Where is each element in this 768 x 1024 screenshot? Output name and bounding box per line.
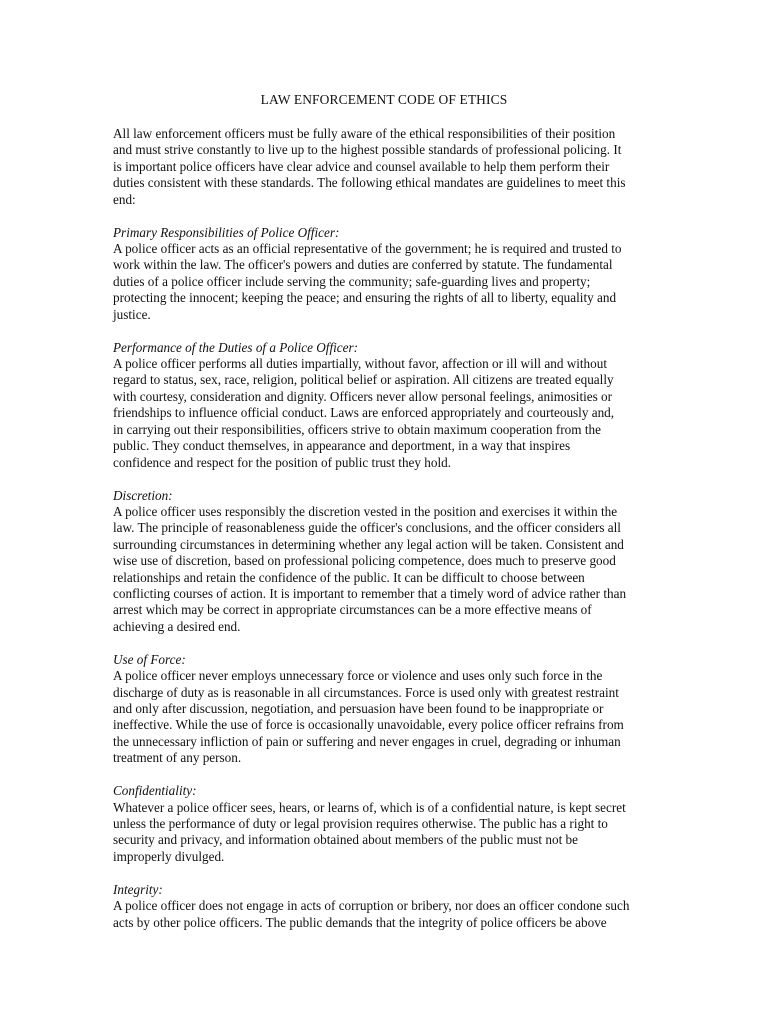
intro-line: and must strive constantly to live up to the highest possible standards of professional policing. It <box>113 142 622 158</box>
section-line: A police officer never employs unnecessary force or violence and uses only such force in the <box>113 668 603 684</box>
section-line: unless the performance of duty or legal provision requires otherwise. The public has a right to <box>113 816 608 831</box>
section-line: relationships and retain the confidence of the public. It can be difficult to choose between <box>113 569 585 585</box>
section-line: arrest which may be correct in appropriate circumstances can be a more effective means of <box>113 602 592 618</box>
intro-paragraph <box>113 126 658 208</box>
section-line: discharge of duty as is reasonable in all circumstances. Force is used only with greatest restraint <box>113 684 619 700</box>
section-line: acts by other police officers. The public demands that the integrity of police officers be above <box>113 914 607 930</box>
section-line: friendships to influence official conduct. Laws are enforced appropriately and courteously and, <box>113 405 615 421</box>
section-heading: Primary Responsibilities of Police Officer: <box>113 224 340 240</box>
intro-line: duties consistent with these standards. The following ethical mandates are guidelines to meet this <box>113 175 626 191</box>
intro-line: is important police officers have clear advice and counsel available to help them perform their <box>113 158 610 174</box>
section-line: confidence and respect for the position of public trust they hold. <box>113 454 452 470</box>
document-body <box>113 126 658 948</box>
section-confidentiality <box>113 783 658 865</box>
section-line: A police officer performs all duties impartially, without favor, affection or ill will and without <box>113 356 608 372</box>
section-line: regard to status, sex, race, religion, political belief or aspiration. All citizens are treated equally <box>113 372 614 388</box>
section-line: improperly divulged. <box>113 848 225 864</box>
section-line: ineffective. While the use of force is occasionally unavoidable, every police officer refrains from <box>113 717 624 733</box>
section-line: conflicting courses of action. It is important to remember that a timely word of advice rather than <box>113 585 627 601</box>
section-line: wise use of discretion, based on professional policing competence, does much to preserve good <box>113 553 616 569</box>
section-line: A police officer uses responsibly the discretion vested in the position and exercises it within the <box>113 503 618 519</box>
document-title: LAW ENFORCEMENT CODE OF ETHICS <box>260 92 508 107</box>
section-performance-of-duties <box>113 340 658 471</box>
section-line: A police officer acts as an official representative of the government; he is required and trusted to <box>113 241 622 257</box>
section-line: achieving a desired end. <box>113 618 241 634</box>
section-line: security and privacy, and information obtained about members of the public must not be <box>113 832 578 848</box>
section-line: justice. <box>113 306 151 322</box>
section-line: treatment of any person. <box>113 750 242 766</box>
section-heading: Performance of the Duties of a Police Officer: <box>113 339 359 355</box>
section-heading: Use of Force: <box>113 651 186 667</box>
section-heading: Confidentiality: <box>113 783 197 799</box>
section-heading: Integrity: <box>113 881 163 897</box>
section-use-of-force <box>113 652 658 767</box>
section-line: public. They conduct themselves, in appearance and deportment, in a way that inspires <box>113 438 571 454</box>
section-line: Whatever a police officer sees, hears, or learns of, which is of a confidential nature, is kept secret <box>113 799 626 815</box>
section-line: duties of a police officer include serving the community; safe-guarding lives and property; <box>113 273 591 289</box>
section-heading: Discretion: <box>113 487 173 503</box>
section-line: law. The principle of reasonableness guide the officer's conclusions, and the officer considers all <box>113 520 621 536</box>
section-integrity <box>113 882 658 931</box>
section-line: protecting the innocent; keeping the peace; and ensuring the rights of all to liberty, equality and <box>113 290 617 306</box>
section-line: in carrying out their responsibilities, officers strive to obtain maximum cooperation from the <box>113 421 601 437</box>
section-primary-responsibilities <box>113 225 658 323</box>
section-line: with courtesy, consideration and dignity. Officers never allow personal feelings, animosities or <box>113 388 613 404</box>
intro-line: All law enforcement officers must be fully aware of the ethical responsibilities of their position <box>113 126 616 141</box>
section-line: work within the law. The officer's powers and duties are conferred by statute. The fundamental <box>113 257 613 273</box>
section-line: the unnecessary infliction of pain or suffering and never engages in cruel, degrading or inhuman <box>113 733 621 749</box>
intro-line: end: <box>113 191 136 207</box>
section-line: surrounding circumstances in determining whether any legal action will be taken. Consistent and <box>113 536 624 552</box>
section-line: A police officer does not engage in acts of corruption or bribery, nor does an officer condone such <box>113 898 630 914</box>
section-discretion <box>113 488 658 636</box>
section-line: and only after discussion, negotiation, and persuasion have been found to be inappropriate or <box>113 700 604 716</box>
